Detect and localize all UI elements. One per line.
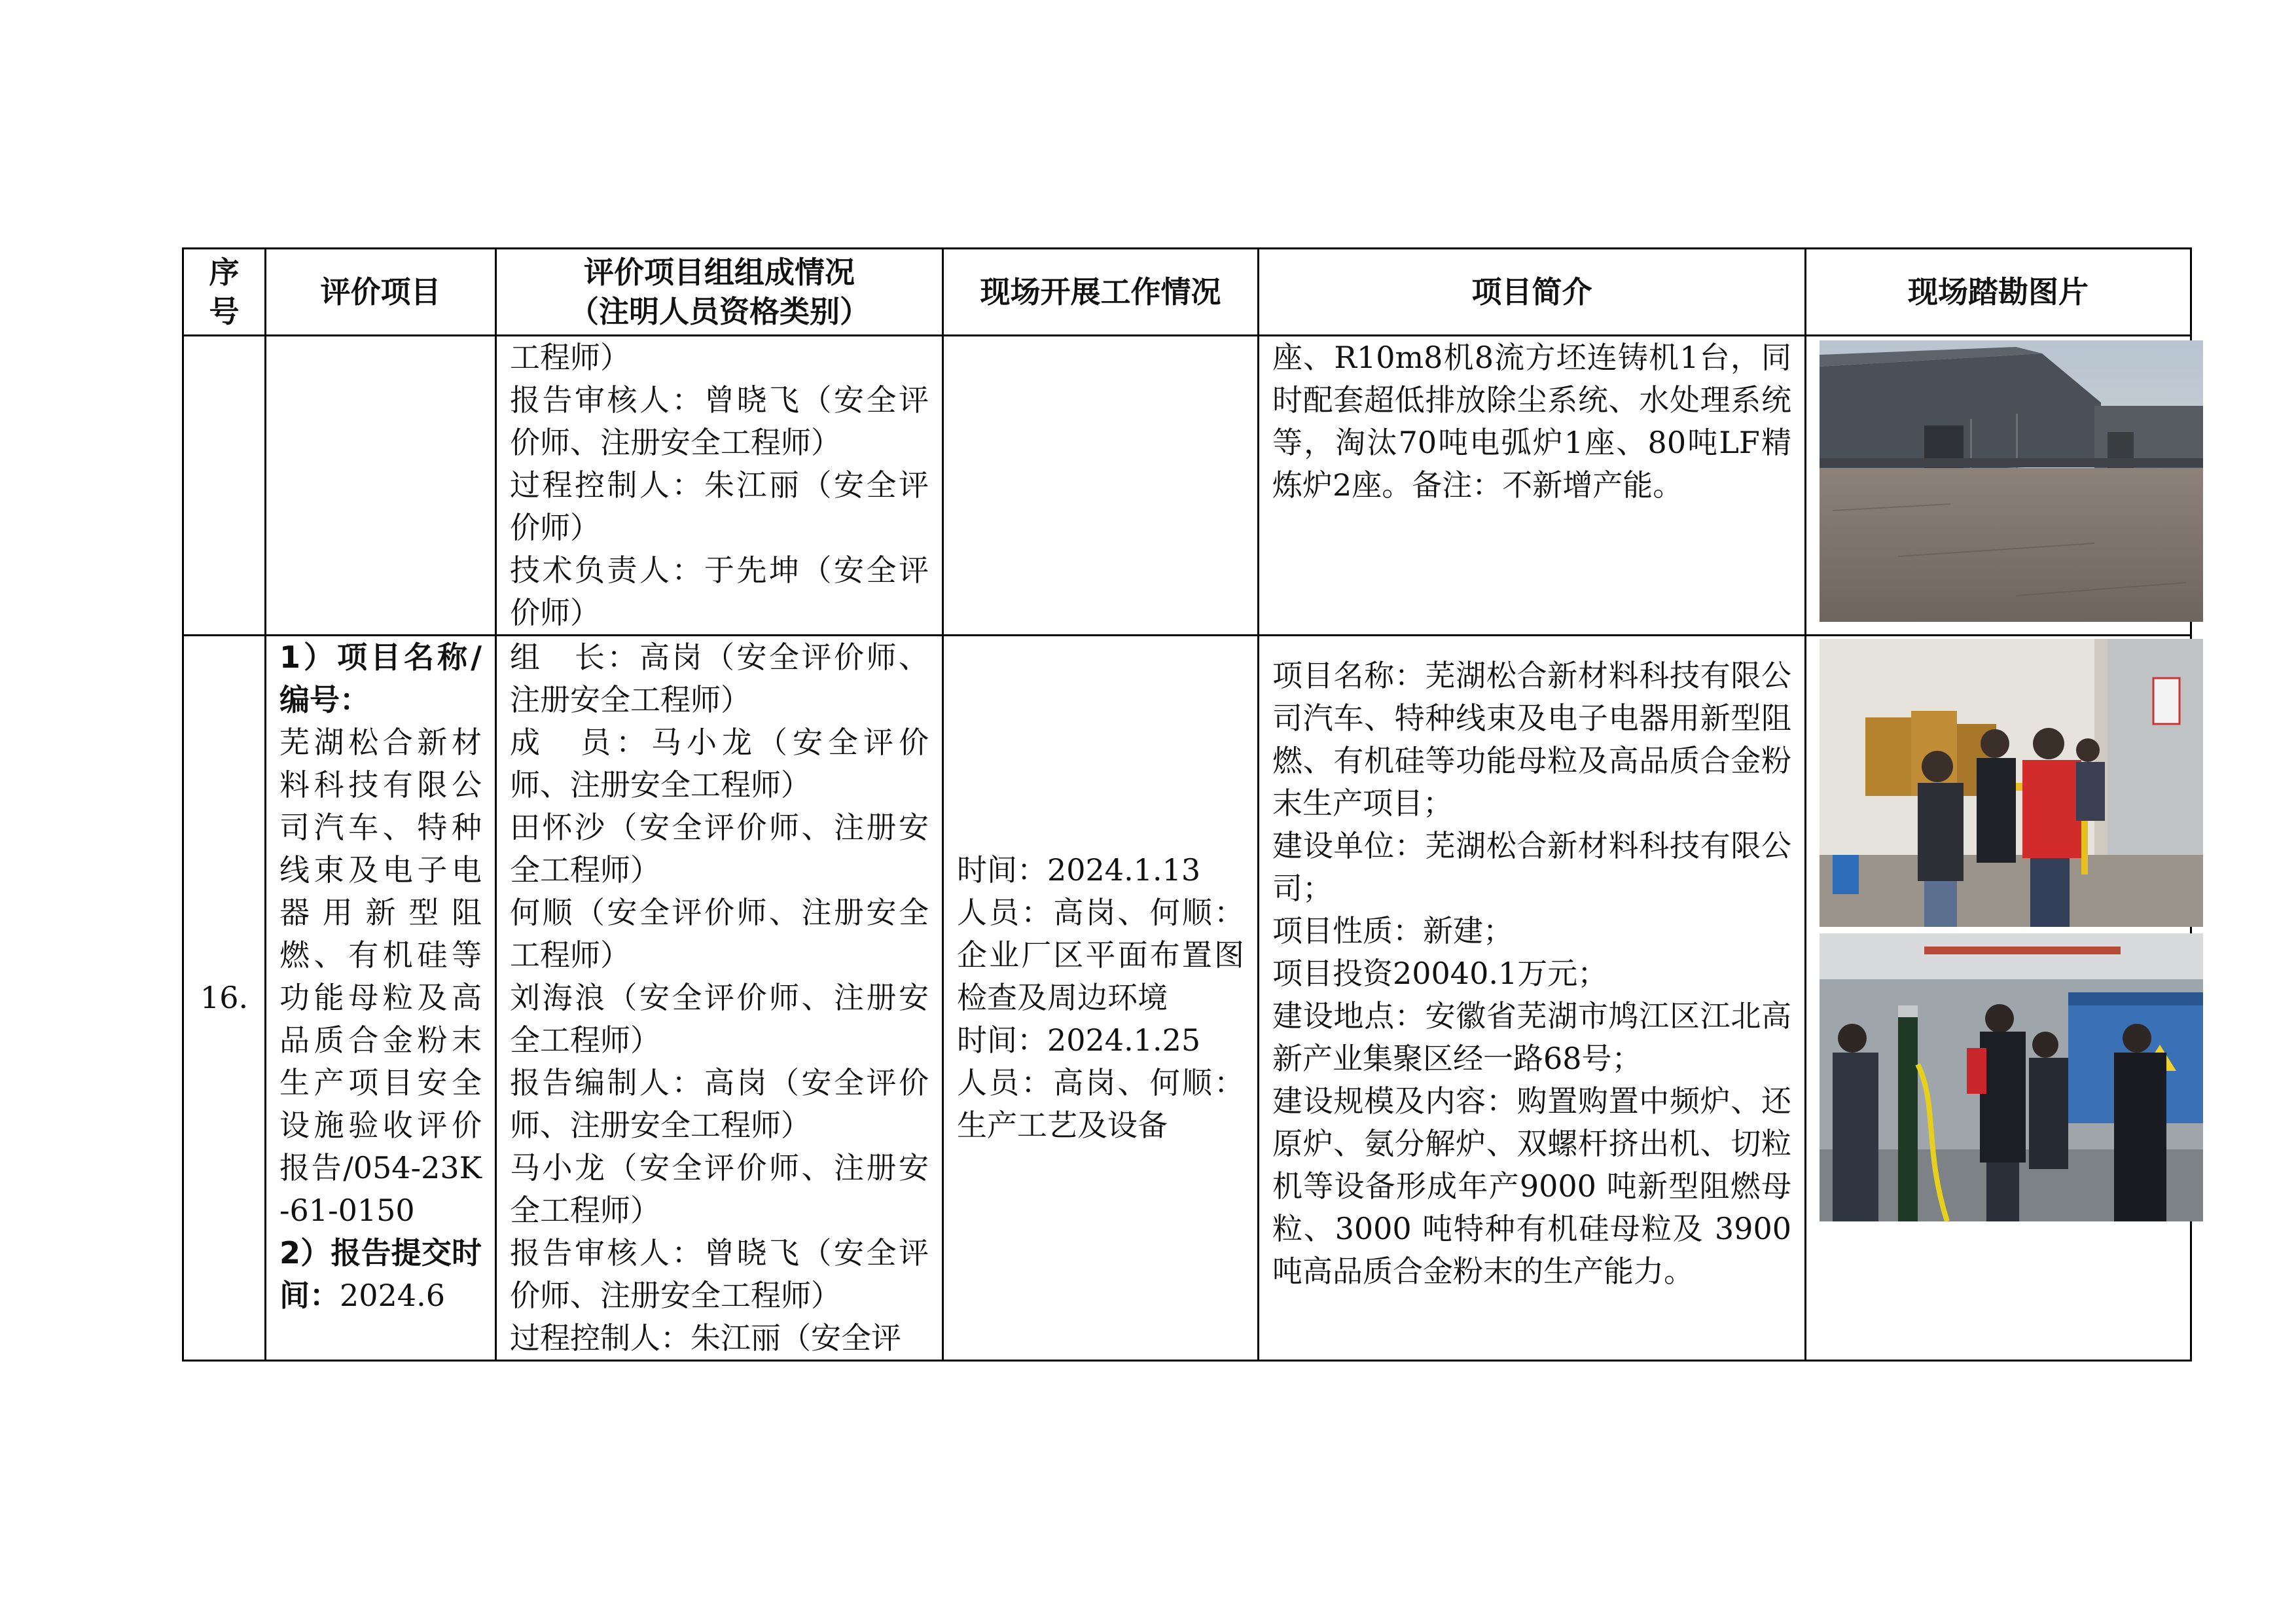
row16-submit-date: 2024.6 [340, 1278, 445, 1313]
row16-project-label: 1）项目名称/编号： [279, 640, 482, 717]
row16-team-cell: 组 长：高岗（安全评价师、注册安全工程师） 成 员：马小龙（安全评价师、注册安全工程师） 田怀沙（安全评价师、注册安全工程师） 何顺（安全评价师、注册安全工程师） 刘海浪（安全评价师、注册安全工程师） 报告编制人：高岗（安全评价师、注册安全工程师） 马小龙（安全评价师、注册安全工程师） 报告审核人：曾晓飞（安全评价师、注册安全工程师） 过程控制人：朱江丽（安全评 [496, 636, 943, 1361]
row16-photo-cell [1806, 636, 2191, 1361]
site-photo-inspection-entrance [1820, 639, 2203, 927]
header-photos: 现场踏勘图片 [1806, 249, 2191, 336]
site-photo-factory-yard [1820, 340, 2203, 622]
cont-photo-cell [1806, 336, 2191, 636]
cont-no-cell [183, 336, 266, 636]
row16-no: 16. [183, 636, 266, 1361]
cont-summary-cell: 座、R10m8机8流方坯连铸机1台，同时配套超低排放除尘系统、水处理系统等，淘汰70吨电弧炉1座、80吨LF精炼炉2座。备注：不新增产能。 [1259, 336, 1806, 636]
row16-summary-cell: 项目名称：芜湖松合新材料科技有限公司汽车、特种线束及电子电器用新型阻燃、有机硅等功能母粒及高品质合金粉末生产项目； 建设单位：芜湖松合新材料科技有限公司； 项目性质：新建； 项目投资20040.1万元； 建设地点：安徽省芜湖市鸠江区江北高新产业集聚区经一路68号； 建设规模及内容：购置购置中频炉、还原炉、氨分解炉、双螺杆挤出机、切粒机等设备形成年产9000 吨新型阻燃母粒、3000 吨特种有机硅母粒及 3900吨高品质合金粉末的生产能力。 [1259, 636, 1806, 1361]
row16-project-name: 芜湖松合新材料科技有限公司汽车、特种线束及电子电器用新型阻燃、有机硅等功能母粒及高品质合金粉末生产项目安全设施验收评价报告/054-23K-61-0150 [279, 725, 482, 1228]
header-summary: 项目简介 [1259, 249, 1806, 336]
cont-team-cell: 工程师） 报告审核人：曾晓飞（安全评价师、注册安全工程师） 过程控制人：朱江丽（安全评价师） 技术负责人：于先坤（安全评价师） [496, 336, 943, 636]
cont-work-cell [943, 336, 1259, 636]
row16-project-cell [266, 636, 496, 1361]
header-work: 现场开展工作情况 [943, 249, 1259, 336]
header-no: 序 号 [183, 249, 266, 336]
site-photo-production-workshop [1820, 933, 2203, 1221]
evaluation-table [182, 247, 2192, 1362]
row16-work-cell: 时间：2024.1.13 人员：高岗、何顺：企业厂区平面布置图检查及周边环境 时间：2024.1.25 人员：高岗、何顺：生产工艺及设备 [943, 636, 1259, 1361]
header-team: 评价项目组组成情况 （注明人员资格类别） [496, 249, 943, 336]
table-row-continued [183, 336, 2191, 636]
header-project: 评价项目 [266, 249, 496, 336]
table-row-16 [183, 636, 2191, 1361]
row16-submit-label: 2）报告提交时间： [279, 1235, 482, 1313]
cont-project-cell [266, 336, 496, 636]
table-header-row [183, 249, 2191, 336]
